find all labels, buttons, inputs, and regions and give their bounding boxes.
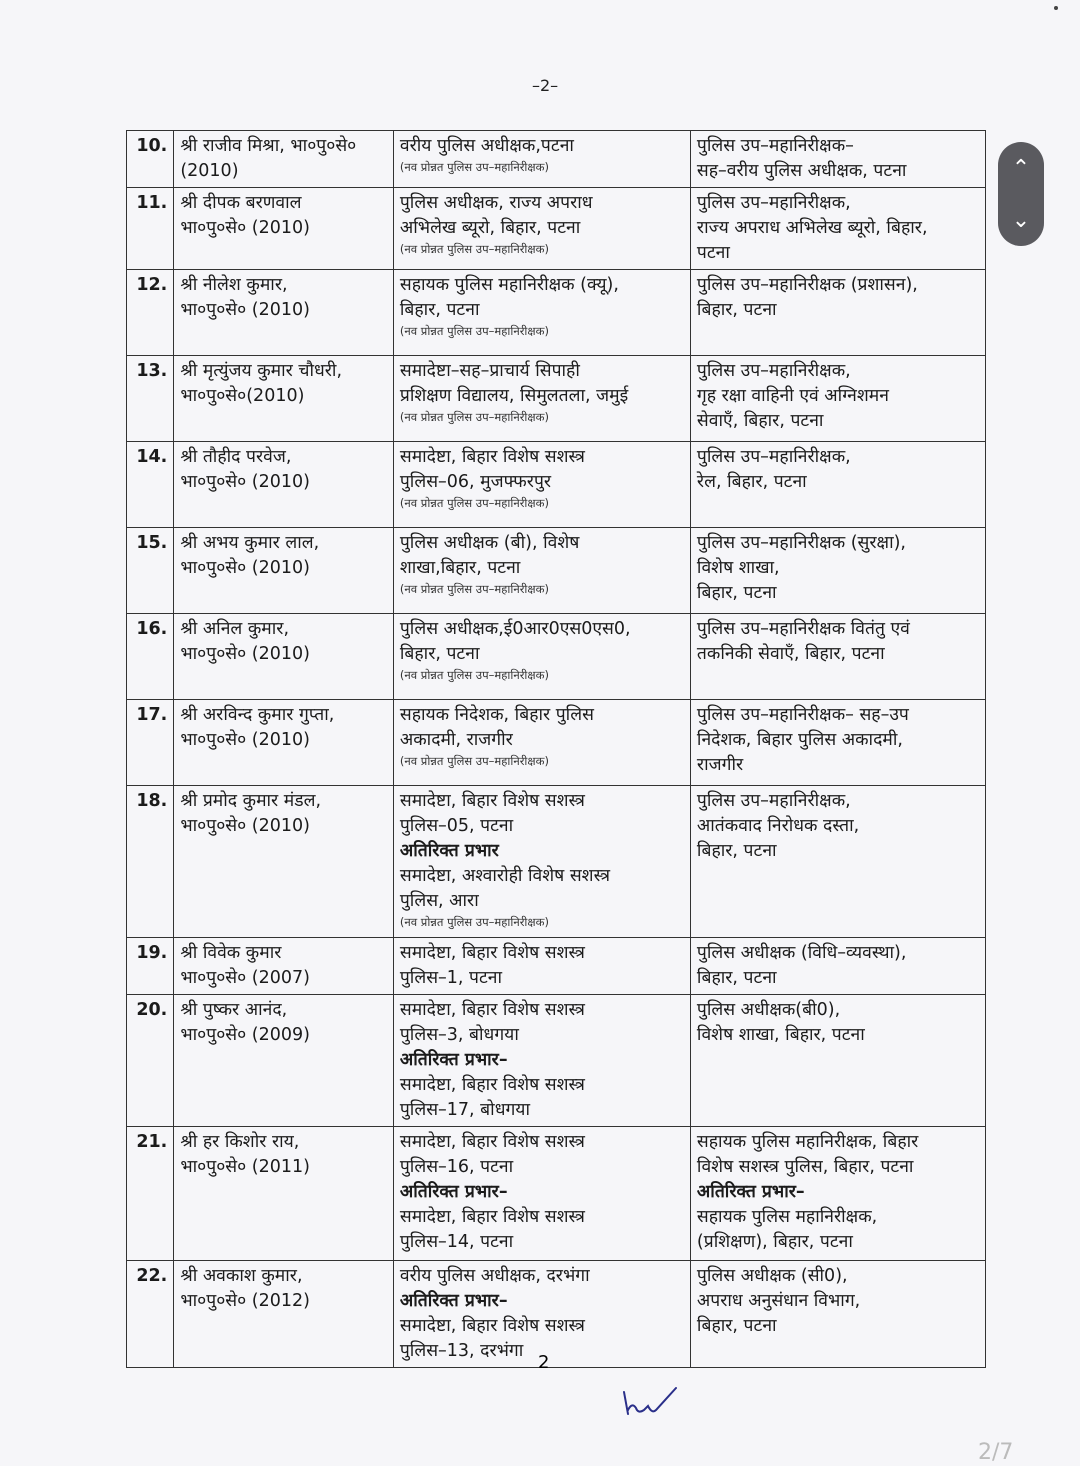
new-posting-line: सेवाएँ, बिहार, पटना: [696, 411, 824, 431]
officer-name-line: भा०पु०से० (2012): [180, 1291, 310, 1311]
new-posting-line: पुलिस उप–महानिरीक्षक– सह–उप: [696, 705, 909, 725]
additional-charge-label: अतिरिक्त प्रभार: [399, 841, 499, 861]
new-posting-cell: [690, 131, 985, 188]
new-posting-cell: [690, 614, 985, 700]
current-post-cell: [393, 131, 690, 188]
new-posting-line: पुलिस उप–महानिरीक्षक वितंतु एवं: [696, 619, 910, 639]
officer-name-cell: [174, 528, 394, 614]
new-posting-line: विशेष शाखा, बिहार, पटना: [696, 1025, 865, 1045]
new-posting-line: बिहार, पटना: [696, 583, 777, 603]
promotion-note: (नव प्रोन्नत पुलिस उप–महानिरीक्षक): [399, 410, 549, 424]
additional-charge-line: पुलिस–17, बोधगया: [399, 1100, 530, 1120]
new-posting-cell: [690, 786, 985, 938]
new-posting-line: गृह रक्षा वाहिनी एवं अग्निशमन: [696, 386, 889, 406]
serial-number: 15.: [127, 528, 174, 614]
new-posting-line: पुलिस उप–महानिरीक्षक,: [696, 361, 851, 381]
new-posting-line: बिहार, पटना: [696, 1316, 777, 1336]
officer-name-line: भा०पु०से० (2010): [180, 300, 310, 320]
current-post-line: पुलिस–3, बोधगया: [399, 1025, 519, 1045]
serial-number: 20.: [127, 995, 174, 1127]
officer-name-line: श्री प्रमोद कुमार मंडल,: [180, 791, 322, 811]
officer-name-line: श्री नीलेश कुमार,: [180, 275, 288, 295]
promotion-note: (नव प्रोन्नत पुलिस उप–महानिरीक्षक): [399, 496, 549, 510]
current-post-line: पुलिस–16, पटना: [399, 1157, 514, 1177]
serial-number: 16.: [127, 614, 174, 700]
current-post-line: पुलिस–1, पटना: [399, 968, 503, 988]
officer-name-line: श्री राजीव मिश्रा, भा०पु०से०: [180, 136, 357, 156]
current-post-line: वरीय पुलिस अधीक्षक,पटना: [399, 136, 574, 156]
additional-charge-line: पुलिस–13, दरभंगा: [399, 1341, 524, 1361]
current-post-line: समादेष्टा, बिहार विशेष सशस्त्र: [399, 943, 585, 963]
officer-name-line: श्री अरविन्द कुमार गुप्ता,: [180, 705, 335, 725]
new-posting-line: पुलिस उप–महानिरीक्षक,: [696, 791, 851, 811]
additional-charge-line: सहायक पुलिस महानिरीक्षक,: [696, 1207, 878, 1227]
new-posting-line: पुलिस उप–महानिरीक्षक (प्रशासन),: [696, 275, 918, 295]
promotion-note: (नव प्रोन्नत पुलिस उप–महानिरीक्षक): [399, 582, 549, 596]
officer-name-line: भा०पु०से० (2011): [180, 1157, 310, 1177]
corner-page-indicator: 2/7: [978, 1440, 1014, 1465]
serial-number: 21.: [127, 1127, 174, 1261]
officer-name-line: भा०पु०से० (2010): [180, 558, 310, 578]
additional-charge-line: (प्रशिक्षण), बिहार, पटना: [696, 1232, 853, 1252]
current-post-cell: [393, 270, 690, 356]
officer-name-cell: [174, 131, 394, 188]
serial-number: 12.: [127, 270, 174, 356]
additional-charge-label: अतिरिक्त प्रभार–: [399, 1182, 508, 1202]
officer-name-cell: [174, 786, 394, 938]
additional-charge-label: अतिरिक्त प्रभार–: [399, 1050, 508, 1070]
officer-name-cell: [174, 938, 394, 995]
promotion-note: (नव प्रोन्नत पुलिस उप–महानिरीक्षक): [399, 324, 549, 338]
serial-number: 18.: [127, 786, 174, 938]
officer-name-line: भा०पु०से० (2007): [180, 968, 310, 988]
current-post-line: समादेष्टा, बिहार विशेष सशस्त्र: [399, 791, 585, 811]
promotion-note: (नव प्रोन्नत पुलिस उप–महानिरीक्षक): [399, 668, 549, 682]
additional-charge-label: अतिरिक्त प्रभार–: [696, 1182, 805, 1202]
new-posting-line: पुलिस अधीक्षक (विधि–व्यवस्था),: [696, 943, 907, 963]
officer-name-cell: [174, 356, 394, 442]
additional-charge-line: समादेष्टा, बिहार विशेष सशस्त्र: [399, 1316, 585, 1336]
officer-name-cell: [174, 700, 394, 786]
officer-name-line: श्री हर किशोर राय,: [180, 1132, 300, 1152]
current-post-line: समादेष्टा, बिहार विशेष सशस्त्र: [399, 1000, 585, 1020]
current-post-cell: [393, 442, 690, 528]
current-post-cell: [393, 614, 690, 700]
new-posting-line: सह–वरीय पुलिस अधीक्षक, पटना: [696, 161, 907, 181]
officer-name-cell: [174, 188, 394, 270]
new-posting-line: रेल, बिहार, पटना: [696, 472, 807, 492]
serial-number: 17.: [127, 700, 174, 786]
additional-charge-label: अतिरिक्त प्रभार–: [399, 1291, 508, 1311]
current-post-line: पुलिस अधीक्षक,ई0आर0एस0एस0,: [399, 619, 631, 639]
additional-charge-line: समादेष्टा, बिहार विशेष सशस्त्र: [399, 1075, 585, 1095]
current-post-line: समादेष्टा, बिहार विशेष सशस्त्र: [399, 447, 585, 467]
serial-number: 22.: [127, 1261, 174, 1368]
current-post-line: समादेष्टा–सह–प्राचार्य सिपाही: [399, 361, 580, 381]
new-posting-line: पटना: [696, 243, 730, 263]
new-posting-cell: [690, 188, 985, 270]
signature-mark: [618, 1384, 682, 1424]
current-post-line: बिहार, पटना: [399, 300, 480, 320]
new-posting-cell: [690, 700, 985, 786]
new-posting-line: तकनिकी सेवाएँ, बिहार, पटना: [696, 644, 885, 664]
new-posting-line: आतंकवाद निरोधक दस्ता,: [696, 816, 860, 836]
additional-charge-line: पुलिस–14, पटना: [399, 1232, 514, 1252]
additional-charge-line: समादेष्टा, अश्वारोही विशेष सशस्त्र: [399, 866, 611, 886]
table-row: [127, 188, 986, 270]
scroll-up-button[interactable]: [998, 145, 1044, 191]
new-posting-cell: [690, 995, 985, 1127]
new-posting-line: निदेशक, बिहार पुलिस अकादमी,: [696, 730, 903, 750]
table-row: [127, 442, 986, 528]
officer-name-cell: [174, 1127, 394, 1261]
new-posting-line: पुलिस उप–महानिरीक्षक,: [696, 193, 851, 213]
new-posting-line: बिहार, पटना: [696, 300, 777, 320]
officer-name-cell: [174, 995, 394, 1127]
current-post-line: सहायक निदेशक, बिहार पुलिस: [399, 705, 594, 725]
serial-number: 10.: [127, 131, 174, 188]
promotion-note: (नव प्रोन्नत पुलिस उप–महानिरीक्षक): [399, 915, 549, 929]
officer-name-line: भा०पु०से० (2010): [180, 644, 310, 664]
new-posting-line: अपराध अनुसंधान विभाग,: [696, 1291, 861, 1311]
new-posting-line: पुलिस उप–महानिरीक्षक (सुरक्षा),: [696, 533, 906, 553]
new-posting-cell: [690, 356, 985, 442]
officer-name-line: भा०पु०से०(2010): [180, 386, 305, 406]
current-post-cell: [393, 700, 690, 786]
officer-name-line: श्री अवकाश कुमार,: [180, 1266, 303, 1286]
table-row: [127, 528, 986, 614]
table-row: [127, 786, 986, 938]
officer-name-line: श्री दीपक बरणवाल: [180, 193, 302, 213]
current-post-cell: [393, 188, 690, 270]
officer-name-cell: [174, 1261, 394, 1368]
new-posting-line: पुलिस उप–महानिरीक्षक–: [696, 136, 854, 156]
current-post-cell: [393, 786, 690, 938]
current-post-line: पुलिस–06, मुजफ्फरपुर: [399, 472, 552, 492]
new-posting-cell: [690, 1261, 985, 1368]
current-post-line: अभिलेख ब्यूरो, बिहार, पटना: [399, 218, 581, 238]
serial-number: 19.: [127, 938, 174, 995]
new-posting-line: विशेष सशस्त्र पुलिस, बिहार, पटना: [696, 1157, 914, 1177]
officer-name-line: श्री अनिल कुमार,: [180, 619, 290, 639]
table-row: [127, 700, 986, 786]
new-posting-cell: [690, 938, 985, 995]
table-row: [127, 1261, 986, 1368]
officer-name-line: भा०पु०से० (2010): [180, 816, 310, 836]
current-post-line: सहायक पुलिस महानिरीक्षक (क्यू),: [399, 275, 619, 295]
new-posting-line: पुलिस अधीक्षक(बी0),: [696, 1000, 841, 1020]
officer-name-cell: [174, 614, 394, 700]
new-posting-cell: [690, 270, 985, 356]
table-row: [127, 614, 986, 700]
transfer-table-body: [127, 131, 986, 1368]
transfer-table: [126, 130, 986, 1368]
current-post-line: समादेष्टा, बिहार विशेष सशस्त्र: [399, 1132, 585, 1152]
speck-mark: [1054, 6, 1058, 10]
officer-name-line: श्री तौहीद परवेज,: [180, 447, 292, 467]
chevron-up-icon: ⌃: [1011, 155, 1031, 181]
officer-name-line: भा०पु०से० (2009): [180, 1025, 310, 1045]
current-post-cell: [393, 356, 690, 442]
new-posting-line: पुलिस उप–महानिरीक्षक,: [696, 447, 851, 467]
current-post-line: अकादमी, राजगीर: [399, 730, 513, 750]
promotion-note: (नव प्रोन्नत पुलिस उप–महानिरीक्षक): [399, 160, 549, 174]
new-posting-line: राजगीर: [696, 755, 744, 775]
scroll-down-button[interactable]: [998, 197, 1044, 243]
new-posting-cell: [690, 442, 985, 528]
additional-charge-line: पुलिस, आरा: [399, 891, 479, 911]
current-post-cell: [393, 938, 690, 995]
current-post-line: पुलिस–05, पटना: [399, 816, 514, 836]
promotion-note: (नव प्रोन्नत पुलिस उप–महानिरीक्षक): [399, 754, 549, 768]
officer-name-line: श्री मृत्युंजय कुमार चौधरी,: [180, 361, 343, 381]
footer-page-mark: 2: [538, 1352, 550, 1373]
officer-name-cell: [174, 442, 394, 528]
new-posting-line: बिहार, पटना: [696, 968, 777, 988]
current-post-line: वरीय पुलिस अधीक्षक, दरभंगा: [399, 1266, 590, 1286]
table-row: [127, 1127, 986, 1261]
current-post-line: पुलिस अधीक्षक, राज्य अपराध: [399, 193, 593, 213]
page-scroll-control: [998, 142, 1044, 246]
officer-name-line: श्री पुष्कर आनंद,: [180, 1000, 288, 1020]
table-row: [127, 356, 986, 442]
table-row: [127, 270, 986, 356]
new-posting-line: विशेष शाखा,: [696, 558, 780, 578]
officer-name-line: श्री विवेक कुमार: [180, 943, 282, 963]
officer-name-line: भा०पु०से० (2010): [180, 730, 310, 750]
officer-name-line: भा०पु०से० (2010): [180, 218, 310, 238]
page-number: –2–: [532, 76, 559, 95]
serial-number: 11.: [127, 188, 174, 270]
new-posting-line: पुलिस अधीक्षक (सी0),: [696, 1266, 848, 1286]
serial-number: 14.: [127, 442, 174, 528]
new-posting-line: राज्य अपराध अभिलेख ब्यूरो, बिहार,: [696, 218, 928, 238]
officer-name-line: श्री अभय कुमार लाल,: [180, 533, 320, 553]
officer-name-cell: [174, 270, 394, 356]
current-post-cell: [393, 995, 690, 1127]
current-post-line: बिहार, पटना: [399, 644, 480, 664]
serial-number: 13.: [127, 356, 174, 442]
officer-name-line: (2010): [180, 161, 239, 181]
current-post-cell: [393, 528, 690, 614]
promotion-note: (नव प्रोन्नत पुलिस उप–महानिरीक्षक): [399, 242, 549, 256]
current-post-line: प्रशिक्षण विद्यालय, सिमुलतला, जमुई: [399, 386, 629, 406]
chevron-down-icon: ⌄: [1011, 207, 1031, 233]
current-post-line: शाखा,बिहार, पटना: [399, 558, 521, 578]
table-row: [127, 938, 986, 995]
new-posting-cell: [690, 1127, 985, 1261]
current-post-line: पुलिस अधीक्षक (बी), विशेष: [399, 533, 580, 553]
new-posting-cell: [690, 528, 985, 614]
officer-name-line: भा०पु०से० (2010): [180, 472, 310, 492]
new-posting-line: सहायक पुलिस महानिरीक्षक, बिहार: [696, 1132, 919, 1152]
current-post-cell: [393, 1127, 690, 1261]
table-row: [127, 995, 986, 1127]
new-posting-line: बिहार, पटना: [696, 841, 777, 861]
table-row: [127, 131, 986, 188]
additional-charge-line: समादेष्टा, बिहार विशेष सशस्त्र: [399, 1207, 585, 1227]
